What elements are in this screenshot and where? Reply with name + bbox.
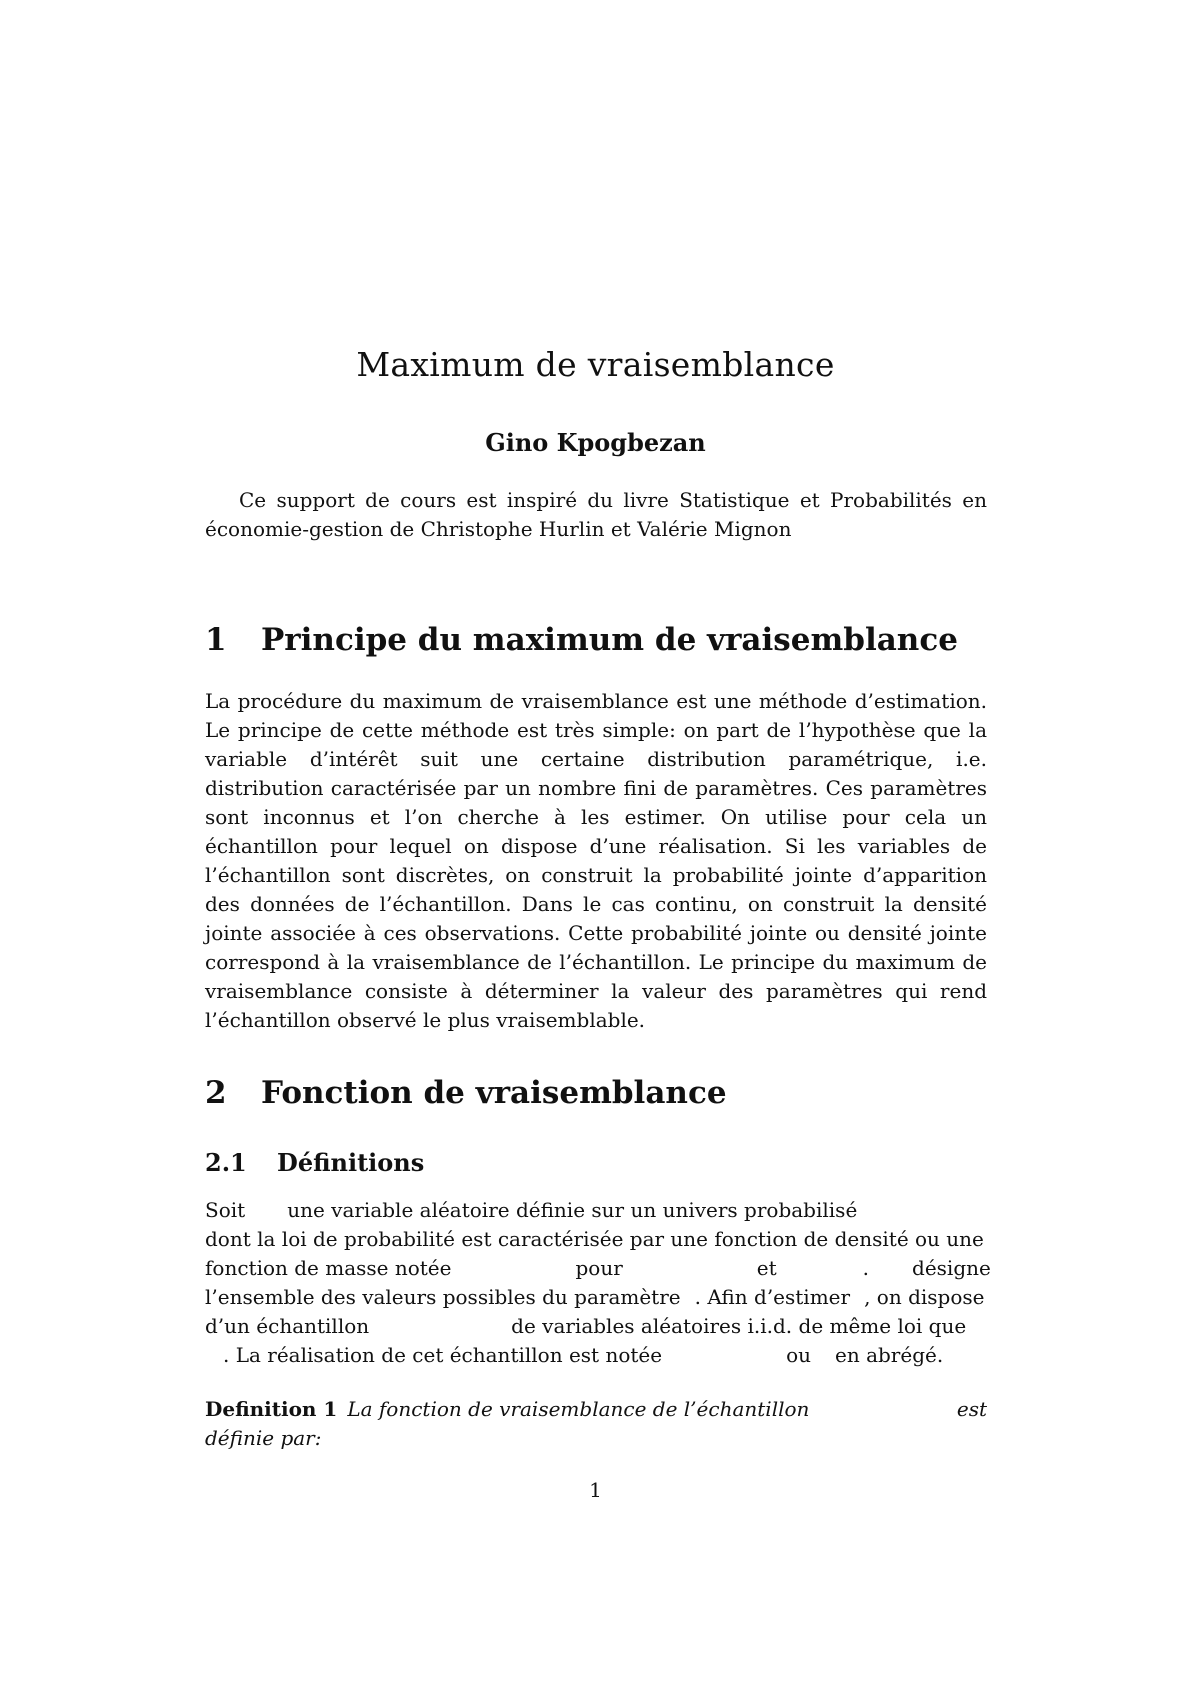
definition-text-line-2: définie par: [205,1426,322,1450]
definitions-line-1 [205,1196,987,1225]
subsection-2-1-title: Définitions [277,1148,425,1177]
definition-text-end: est [956,1397,987,1421]
text-fragment: . La réalisation de cet échantillon est notée [223,1343,663,1367]
text-fragment: de variables aléatoires i.i.d. de même loi que [511,1314,967,1338]
text-fragment: pour [575,1256,623,1280]
definitions-line-5 [205,1312,987,1341]
section-1-number: 1 [205,622,227,658]
text-fragment: ou [786,1343,811,1367]
intro-paragraph: Ce support de cours est inspiré du livre Statistique et Probabilités en économie-gestion de Christophe Hurlin et Valérie Mignon [205,488,987,541]
definition-text: La fonction de vraisemblance de l’échantillon [347,1397,810,1421]
definitions-line-4 [205,1283,987,1312]
text-fragment: une variable aléatoire définie sur un univers probabilisé [287,1198,858,1222]
definition-label: Definition 1 [205,1397,338,1421]
section-2-heading [205,1075,727,1111]
section-2-title: Fonction de vraisemblance [261,1075,727,1111]
text-fragment: . Afin d’estimer [694,1285,851,1309]
text-fragment: Soit [205,1198,246,1222]
subsection-2-1-number: 2.1 [205,1148,247,1177]
text-fragment: et [756,1256,777,1280]
section-1-title: Principe du maximum de vraisemblance [261,622,958,658]
definitions-line-2: dont la loi de probabilité est caractérisée par une fonction de densité ou une [205,1227,984,1251]
text-fragment: désigne [912,1256,991,1280]
text-fragment: fonction de masse notée [205,1256,452,1280]
definition-1 [205,1395,987,1453]
document-author: Gino Kpogbezan [485,428,706,457]
page-number: 1 [589,1478,602,1502]
text-fragment: . [862,1256,870,1280]
text-fragment: l’ensemble des valeurs possibles du paramètre [205,1285,681,1309]
definitions-line-6 [205,1341,987,1370]
text-fragment: d’un échantillon [205,1314,370,1338]
section-1-body: La procédure du maximum de vraisemblance est une méthode d’estimation. Le principe de cette méthode est très simple: on part de l’hypothèse que la variable d’intérêt suit une certaine distribution paramétrique, i.e. distribution caractérisée par un nombre fini de paramètres. Ces paramètres sont inconnus et l’on cherche à les estimer. On utilise pour cela un échantillon pour lequel on dispose d’une réalisation. Si les variables de l’échantillon sont discrètes, on construit la probabilité jointe d’apparition des données de l’échantillon. Dans le cas continu, on construit la densité jointe associée à ces observations. Cette probabilité jointe ou densité jointe correspond à la vraisemblance de l’échantillon. Le principe du maximum de vraisemblance consiste à déterminer la valeur des paramètres qui rend l’échantillon observé le plus vraisemblable. [205,689,987,1032]
section-1-heading [205,622,958,658]
section-2-number: 2 [205,1075,227,1111]
definitions-line-3 [205,1254,991,1283]
text-fragment: en abrégé. [835,1343,944,1367]
document-title: Maximum de vraisemblance [356,345,835,384]
text-fragment: , on dispose [864,1285,985,1309]
subsection-2-1-heading [205,1148,424,1177]
